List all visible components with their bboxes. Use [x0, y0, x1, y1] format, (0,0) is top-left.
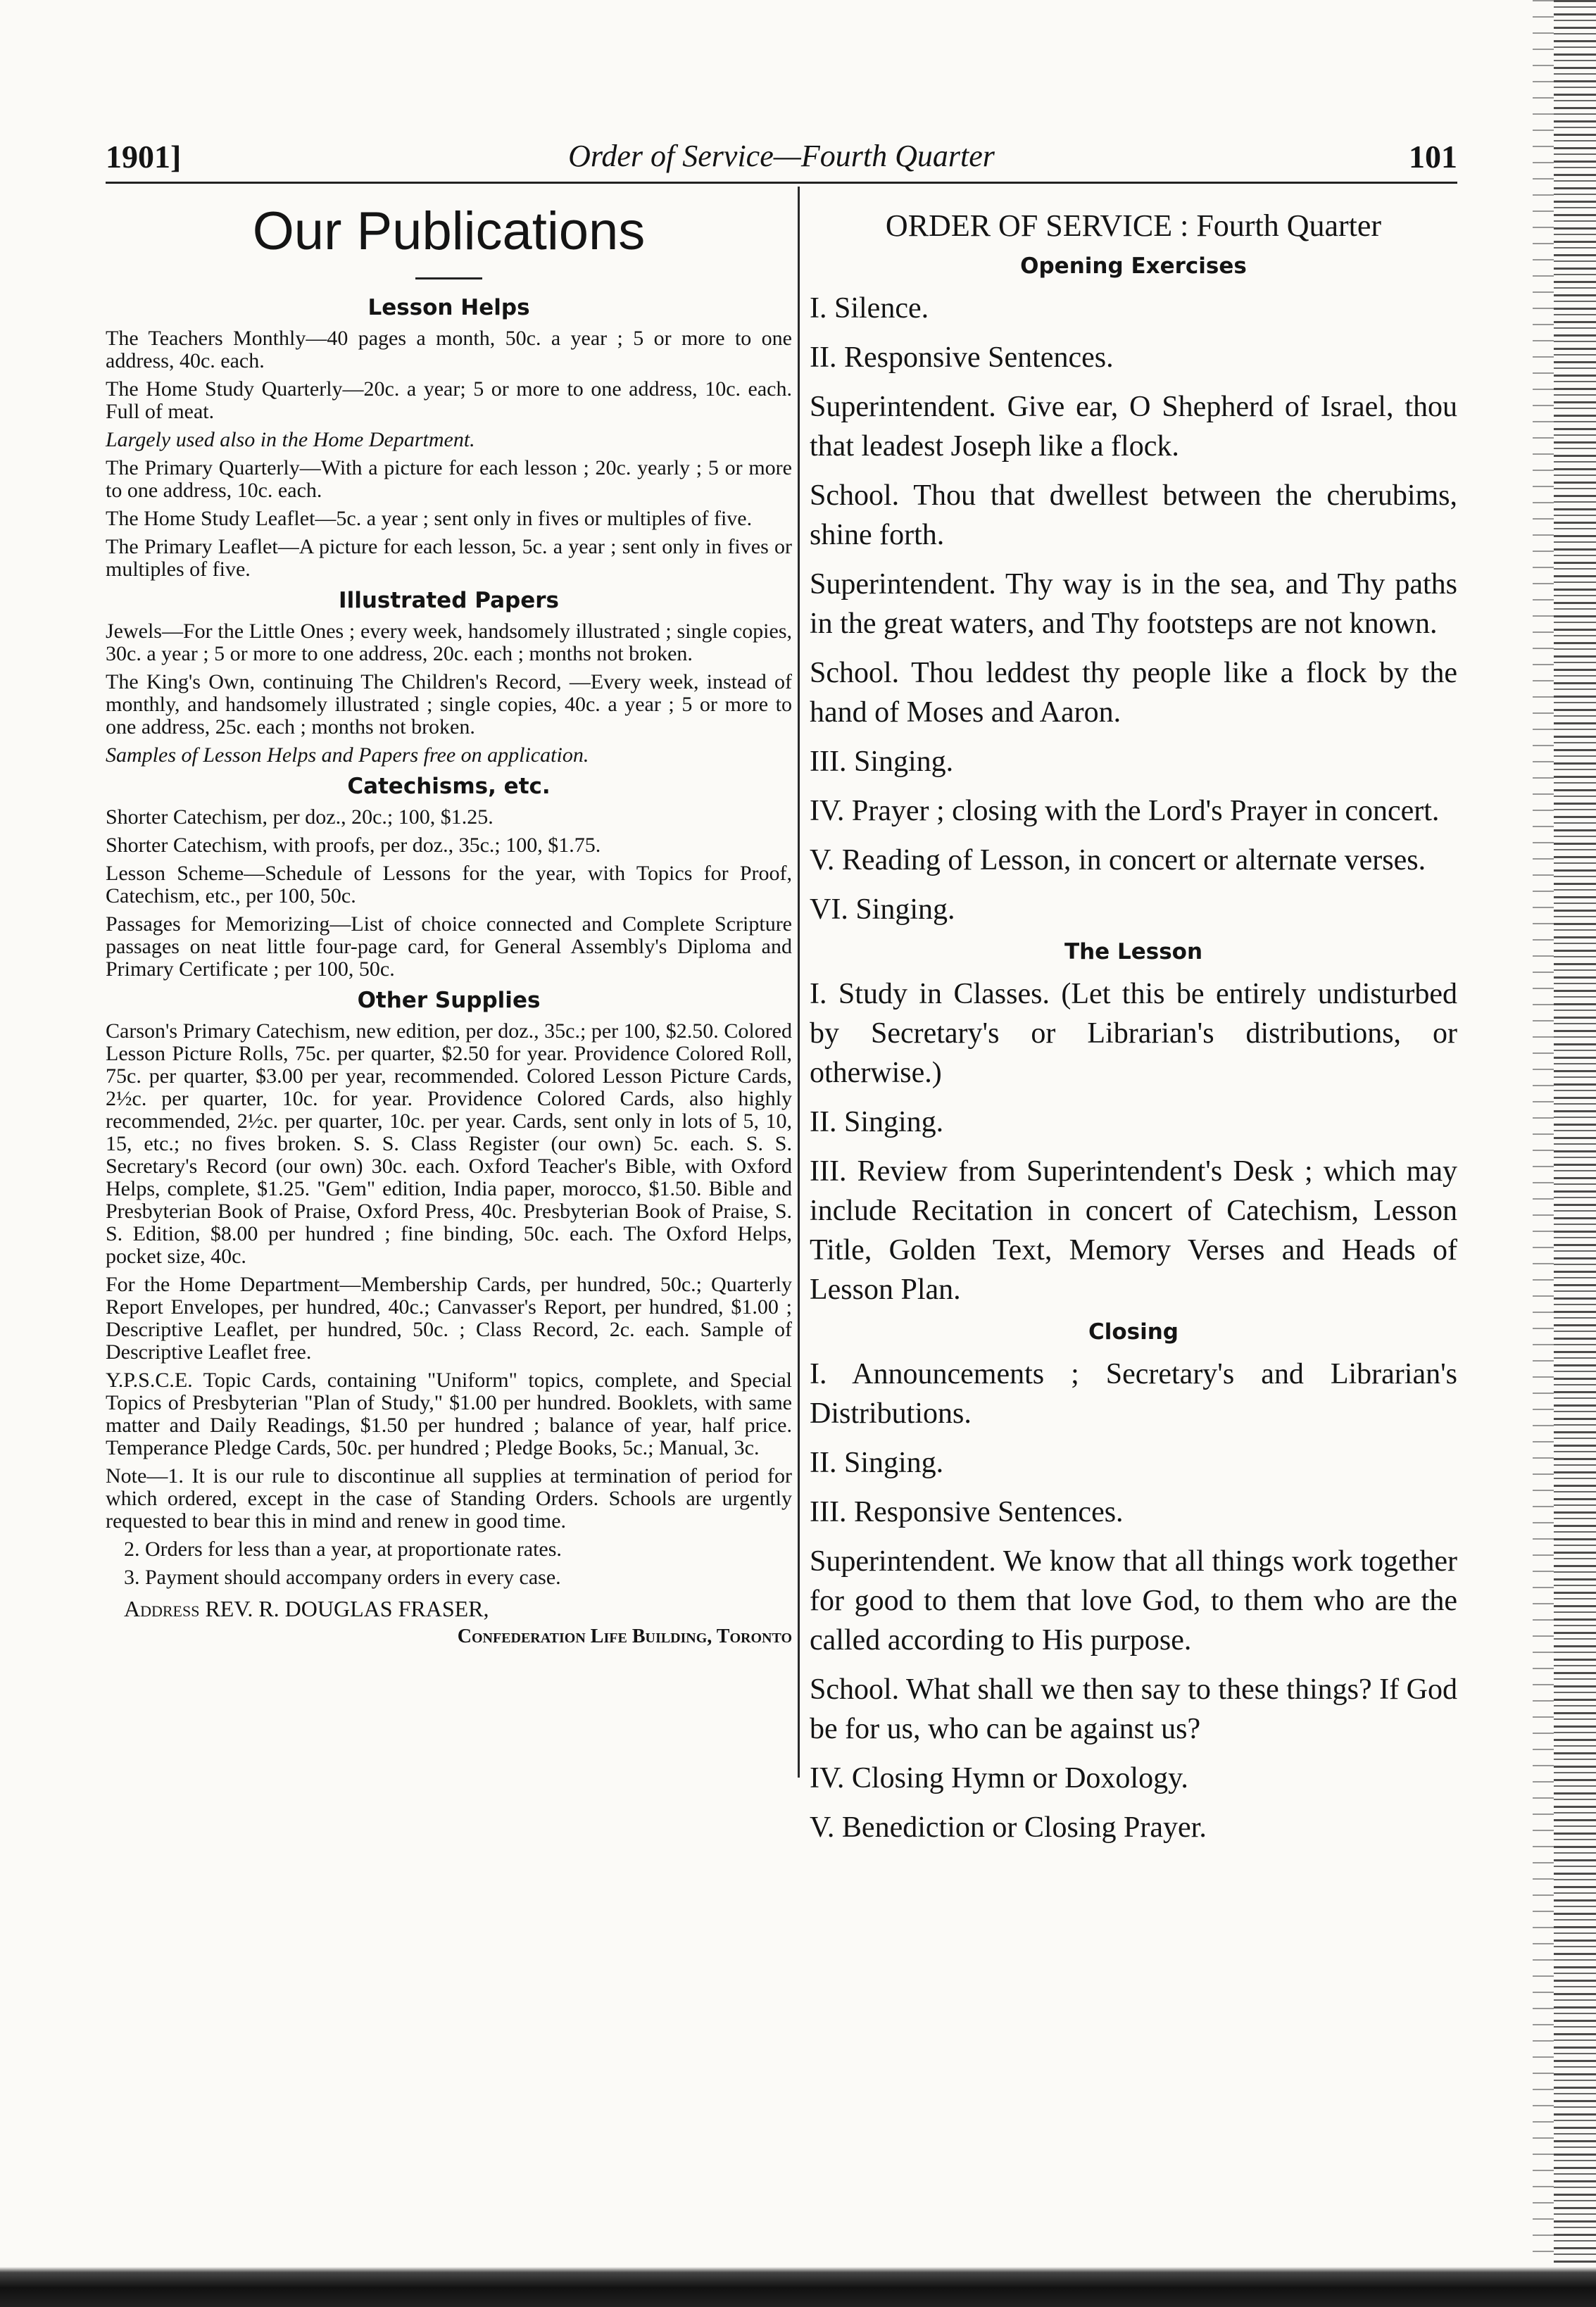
section-catechisms — [106, 774, 792, 981]
item-home-study-quarterly: The Home Study Quarterly—20c. a year; 5 or more to one address, 10c. each. Full of meat. — [106, 377, 792, 424]
service-item: School. Thou leddest thy people like a flock by the hand of Moses and Aaron. — [810, 657, 1457, 729]
header-rule — [106, 182, 1457, 184]
address-block — [106, 1595, 792, 1651]
section-heading: Lesson Helps — [367, 295, 530, 321]
header-year: 1901] — [106, 139, 182, 175]
item-note-3: 3. Payment should accompany orders in every case. — [124, 1566, 561, 1590]
section-the-lesson — [810, 939, 1457, 1309]
service-item: School. What shall we then say to these things? If God be for us, who can be against us? — [810, 1673, 1457, 1745]
item-note-2: 2. Orders for less than a year, at proportionate rates. — [124, 1538, 562, 1561]
item-kings-own: The King's Own, continuing The Children's Record, —Every week, instead of monthly, and handsomely illustrated ; single copies, 40c. a year ; 5 or more to one address, 25c. each ; months not broken. — [106, 670, 792, 739]
item-home-study-leaflet: The Home Study Leaflet—5c. a year ; sent only in fives or multiples of five. — [106, 507, 753, 531]
service-item: II. Responsive Sentences. — [810, 341, 1114, 374]
section-heading: Catechisms, etc. — [347, 774, 551, 800]
order-of-service-column — [810, 187, 1457, 1857]
item-ypsce-topic-cards: Y.P.S.C.E. Topic Cards, containing "Uniform" topics, complete, and Special Topics of Presbyterian "Plan of Study," $1.00 per hundred. Booklets, with same matter and Daily Readings, $1.50 per hundred ; balance of year, half price. Temperance Pledge Cards, 50c. per hundred ; Pledge Books, 5c.; Manual, 3c. — [106, 1369, 792, 1460]
running-header — [106, 138, 1457, 180]
service-item: II. Singing. — [810, 1106, 944, 1138]
section-opening-exercises — [810, 253, 1457, 929]
item-samples-note: Samples of Lesson Helps and Papers free on application. — [106, 743, 589, 767]
address-line-2: Confederation Life Building, Toronto — [457, 1626, 792, 1648]
item-shorter-catechism-proofs: Shorter Catechism, with proofs, per doz., 35c.; 100, $1.75. — [106, 834, 601, 857]
title-rule — [415, 277, 482, 279]
publications-title: Our Publications — [252, 201, 646, 261]
item-note-home-dept: Largely used also in the Home Department. — [106, 428, 475, 452]
item-carsons-catechism: Carson's Primary Catechism, new edition, per doz., 35c.; per 100, $2.50. Colored Lesson Picture Rolls, 75c. per quarter, $2.50 for year. Providence Colored Roll, 75c. per quarter, $3.00 per year, recommended. Colored Lesson Picture Cards, 2½c. per quarter, 10c. for year. Providence Colored Cards, also highly recommended, 2½c. per quarter, 10c. per year. Cards, sent only in lots of 5, 10, 15, etc.; no fives broken. S. S. Class Register (our own) 5c. each. S. S. Secretary's Record (our own) 30c. each. Oxford Teacher's Bible, with Oxford Helps, complete, $1.25. "Gem" edition, India paper, morocco, $1.50. Bible and Presbyterian Book of Praise, Oxford Press, 40c. Presbyterian Book of Praise, S. S. Edition, $8.00 per hundred ; fine binding, 50c. each. The Oxford Helps, pocket size, 40c. — [106, 1019, 792, 1269]
order-of-service-title: ORDER OF SERVICE : Fourth Quarter — [885, 208, 1382, 243]
service-item: School. Thou that dwellest between the cherubims, shine forth. — [810, 479, 1457, 551]
section-heading: The Lesson — [1064, 939, 1203, 964]
section-closing — [810, 1319, 1457, 1847]
service-item: I. Announcements ; Secretary's and Librarian's Distributions. — [810, 1358, 1457, 1430]
section-heading: Illustrated Papers — [339, 588, 559, 614]
page-number: 101 — [1409, 139, 1457, 175]
service-item: V. Reading of Lesson, in concert or alternate verses. — [810, 844, 1426, 876]
service-item: Superintendent. Give ear, O Shepherd of Israel, thou that leadest Joseph like a flock. — [810, 391, 1457, 463]
page-edge-binding — [1554, 0, 1596, 2307]
header-title: Order of Service—Fourth Quarter — [568, 139, 995, 173]
item-note-1: Note—1. It is our rule to discontinue all supplies at termination of period for which ordered, except in the case of Standing Orders. Schools are urgently requested to bear this in mind and renew in good time. — [106, 1464, 792, 1533]
section-other-supplies — [106, 988, 792, 1589]
service-item: IV. Closing Hymn or Doxology. — [810, 1762, 1188, 1794]
service-item: V. Benediction or Closing Prayer. — [810, 1811, 1207, 1844]
service-item: Superintendent. We know that all things work together for good to them that love God, to them who are the called according to His purpose. — [810, 1545, 1457, 1657]
section-heading: Other Supplies — [357, 988, 541, 1014]
service-item: I. Silence. — [810, 292, 929, 325]
service-item: III. Singing. — [810, 746, 954, 778]
service-item: I. Study in Classes. (Let this be entirely undisturbed by Secretary's or Librarian's distributions, or otherwise.) — [810, 978, 1457, 1089]
item-jewels: Jewels—For the Little Ones ; every week, handsomely illustrated ; single copies, 30c. a year ; 5 or more to one address, 20c. each ; months not broken. — [106, 620, 792, 666]
item-passages-memorizing: Passages for Memorizing—List of choice connected and Complete Scripture passages on neat little four-page card, for General Assembly's Diploma and Primary Certificate ; per 100, 50c. — [106, 912, 792, 981]
column-rule — [798, 187, 800, 1778]
address-line-1: Address REV. R. DOUGLAS FRASER, — [124, 1596, 489, 1622]
item-primary-leaflet: The Primary Leaflet—A picture for each lesson, 5c. a year ; sent only in fives or multiples of five. — [106, 535, 792, 582]
page-bottom-edge — [0, 2267, 1596, 2307]
section-heading: Opening Exercises — [1020, 253, 1247, 279]
section-lesson-helps — [106, 295, 792, 581]
service-item: III. Review from Superintendent's Desk ; which may include Recitation in concert of Catechism, Lesson Title, Golden Text, Memory Verses and Heads of Lesson Plan. — [810, 1155, 1457, 1306]
item-teachers-monthly: The Teachers Monthly—40 pages a month, 50c. a year ; 5 or more to one address, 40c. each. — [106, 327, 792, 373]
item-shorter-catechism: Shorter Catechism, per doz., 20c.; 100, $1.25. — [106, 805, 494, 829]
page-edge-shadow — [1533, 0, 1554, 2307]
service-item: VI. Singing. — [810, 893, 955, 926]
publications-column — [106, 187, 792, 1651]
service-item: II. Singing. — [810, 1447, 944, 1479]
section-illustrated-papers — [106, 588, 792, 767]
service-item: IV. Prayer ; closing with the Lord's Prayer in concert. — [810, 795, 1440, 827]
service-item: Superintendent. Thy way is in the sea, and Thy paths in the great waters, and Thy footsteps are not known. — [810, 568, 1457, 640]
item-lesson-scheme: Lesson Scheme—Schedule of Lessons for the year, with Topics for Proof, Catechism, etc., per 100, 50c. — [106, 862, 792, 908]
item-home-department: For the Home Department—Membership Cards, per hundred, 50c.; Quarterly Report Envelopes, per hundred, 40c.; Canvasser's Report, per hundred, $1.00 ; Descriptive Leaflet, per hundred, 50c. ; Class Record, 2c. each. Sample of Descriptive Leaflet free. — [106, 1273, 792, 1364]
item-primary-quarterly: The Primary Quarterly—With a picture for each lesson ; 20c. yearly ; 5 or more to one address, 10c. each. — [106, 456, 792, 503]
service-item: III. Responsive Sentences. — [810, 1496, 1124, 1528]
section-heading: Closing — [1088, 1319, 1179, 1345]
